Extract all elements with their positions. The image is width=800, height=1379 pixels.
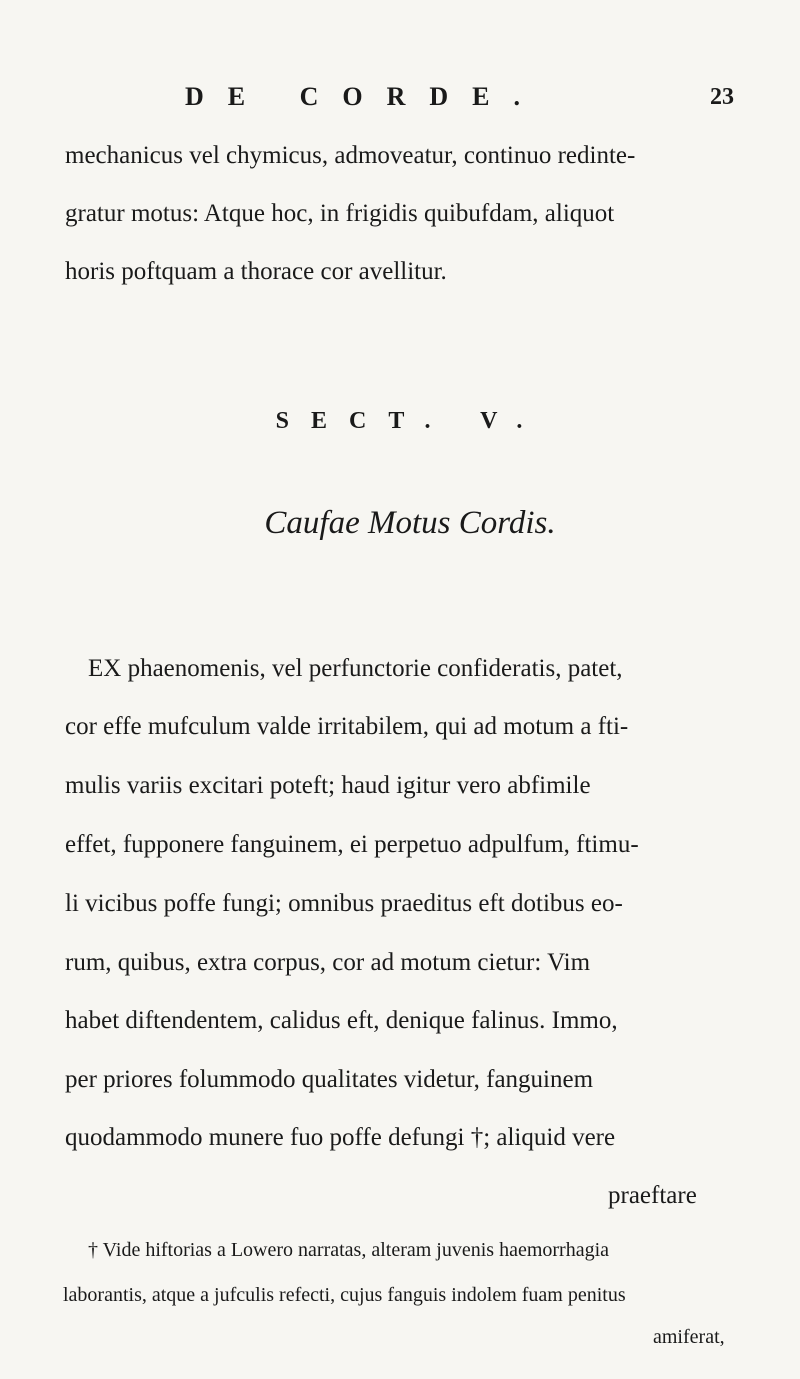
- text-line: horis poftquam a thorace cor avellitur.: [65, 258, 447, 285]
- footnote-line: amiferat,: [653, 1326, 725, 1348]
- section-subtitle: Caufae Motus Cordis.: [264, 505, 556, 541]
- text-line: mulis variis excitari poteft; haud igitur vero abfimile: [65, 772, 591, 799]
- text-line: cor effe mufculum valde irritabilem, qui ad motum a fti-: [65, 713, 629, 740]
- text-line: EX phaenomenis, vel perfunctorie confideratis, patet,: [88, 655, 623, 682]
- text-line: rum, quibus, extra corpus, cor ad motum cietur: Vim: [65, 949, 591, 976]
- text-line: effet, fupponere fanguinem, ei perpetuo adpulfum, ftimu-: [65, 831, 639, 858]
- text-line: gratur motus: Atque hoc, in frigidis quibufdam, aliquot: [65, 200, 615, 227]
- text-line: quodammodo munere fuo poffe defungi †; aliquid vere: [65, 1124, 616, 1151]
- footnote-line: laborantis, atque a jufculis refecti, cujus fanguis indolem fuam penitus: [63, 1284, 626, 1306]
- text-line: li vicibus poffe fungi; omnibus praeditus eft dotibus eo-: [65, 890, 623, 917]
- text-line: per priores folummodo qualitates videtur, fanguinem: [65, 1066, 594, 1093]
- text-line: mechanicus vel chymicus, admoveatur, continuo redinte-: [65, 142, 636, 169]
- page-number: 23: [710, 84, 734, 110]
- running-head: [0, 82, 800, 122]
- catchword: praeftare: [608, 1182, 697, 1209]
- section-heading: SECT. V.: [275, 408, 545, 434]
- footnote-line: † Vide hiftorias a Lowero narratas, alteram juvenis haemorrhagia: [88, 1239, 610, 1261]
- running-title: DE CORDE.: [185, 82, 545, 111]
- text-line: habet diftendentem, calidus eft, denique falinus. Immo,: [65, 1007, 618, 1034]
